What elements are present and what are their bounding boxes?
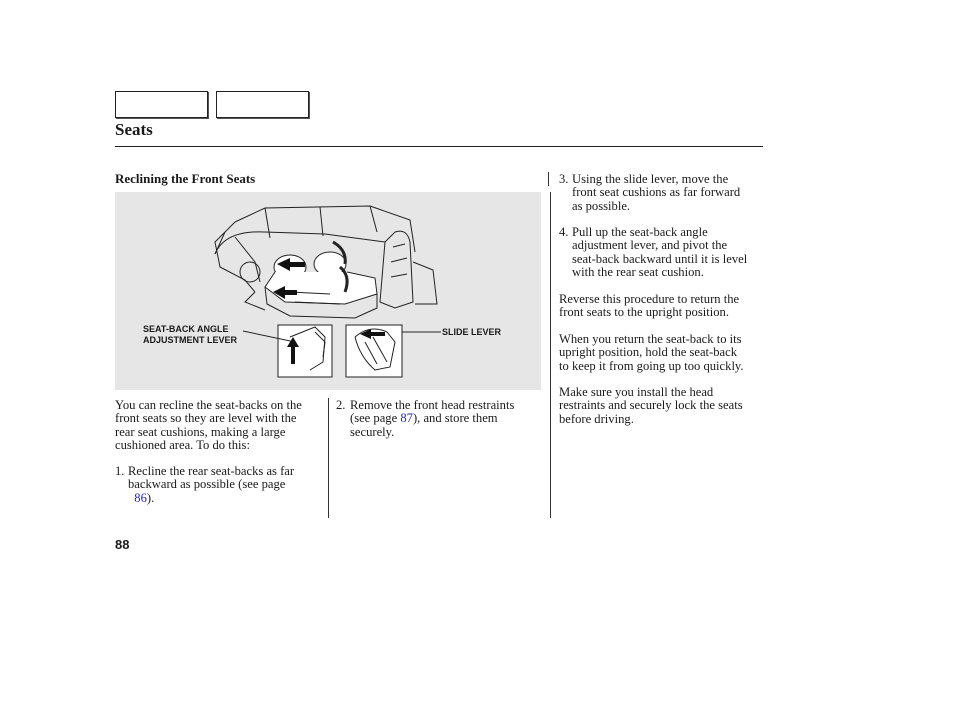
paragraph-line: upright position, hold the seat-back [559,345,738,360]
step-text: front seat cushions as far forward [572,185,741,200]
step-text: Recline the rear seat-backs as far [128,464,295,478]
nav-tab-2[interactable] [216,91,309,118]
step-text: Using the slide lever, move the [572,172,729,186]
step-text: adjustment lever, and pivot the [572,238,728,253]
step-text: as possible. [572,198,631,213]
label-slide-lever: SLIDE LEVER [442,327,502,337]
step-text: securely. [350,424,395,439]
header-rule [115,146,763,147]
paragraph-line: front seats to the upright position. [559,305,729,320]
intro-paragraph [115,399,302,452]
nav-tab-1[interactable] [115,91,208,118]
label-adjustment-lever: ADJUSTMENT LEVER [143,335,238,345]
column-divider-top [548,172,549,186]
step-number: 1. [115,464,125,478]
step-text: Remove the front head restraints [350,398,515,412]
step-number: 4. [559,225,569,239]
step-text: seat-back backward until it is level [572,251,748,266]
paragraph-line: Make sure you install the head [559,385,714,399]
paragraph-line: to keep it from going up too quickly. [559,358,744,373]
car-interior-drawing [115,192,541,390]
step-text: backward as possible (see page [128,477,286,492]
step-text: ), and store them [412,411,498,426]
intro-line: rear seat cushions, making a large [115,424,286,439]
intro-line: cushioned area. To do this: [115,437,250,452]
page-number: 88 [115,537,130,552]
intro-line: front seats so they are level with the [115,411,297,426]
section-subtitle: Reclining the Front Seats [115,171,256,186]
paragraph-line: restraints and securely lock the seats [559,398,743,413]
step-text: (see page [350,411,401,426]
column-divider-1 [328,398,329,518]
paragraph-line: When you return the seat-back to its [559,332,742,346]
step-text: with the rear seat cushion. [572,264,704,279]
page-title: Seats [115,120,153,139]
step-text: Pull up the seat-back angle [572,225,708,239]
step-number: 2. [336,398,346,412]
warning-paragraph [559,386,743,426]
column-divider-2 [550,192,551,518]
seat-illustration [115,192,541,390]
intro-line: You can recline the seat-backs on the [115,398,302,412]
step-text: ). [146,490,155,505]
paragraph-line: Reverse this procedure to return the [559,292,740,306]
reverse-paragraph [559,293,739,320]
page-link-86[interactable]: 86 [134,490,147,505]
paragraph-line: before driving. [559,411,634,426]
return-paragraph [559,333,744,373]
page-link-87[interactable]: 87 [400,411,413,426]
label-seat-back-angle: SEAT-BACK ANGLE [143,324,229,334]
step-number: 3. [559,172,569,186]
